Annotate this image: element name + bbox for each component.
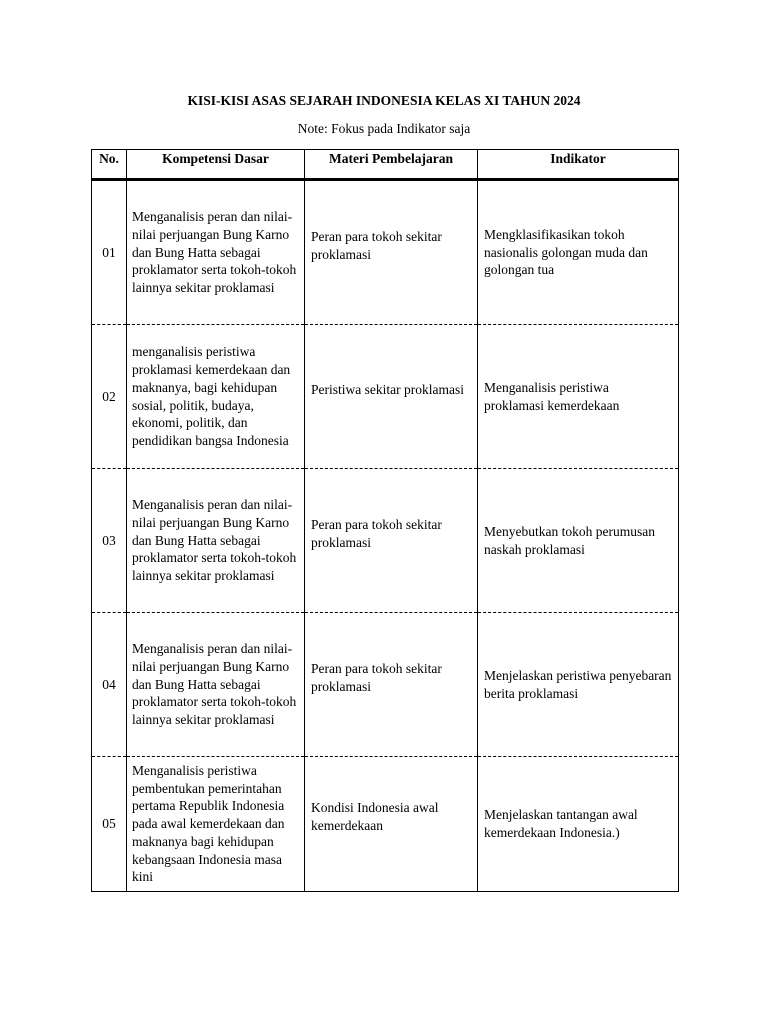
kompetensi-dasar-cell — [127, 757, 305, 892]
indikator-cell — [478, 613, 679, 757]
table-row — [92, 180, 679, 325]
kompetensi-dasar-text: menganalisis peristiwa proklamasi kemerdekaan dan maknanya, bagi kehidupan sosial, politik, budaya, ekonomi, politik, dan pendidikan bangsa Indonesia — [132, 344, 291, 448]
table-body — [92, 180, 679, 892]
indikator-text: Menjelaskan peristiwa penyebaran berita proklamasi — [484, 667, 672, 701]
kompetensi-dasar-text: Menganalisis peristiwa pembentukan pemerintahan pertama Republik Indonesia pada awal kemerdekaan dan maknanya bagi kehidupan kebangsaan Indonesia masa kini — [132, 763, 285, 885]
row-number: 04 — [92, 613, 127, 757]
document-title: KISI-KISI ASAS SEJARAH INDONESIA KELAS XI TAHUN 2024 — [187, 93, 581, 108]
indikator-text: Mengklasifikasikan tokoh nasionalis golongan muda dan golongan tua — [484, 226, 648, 278]
header-materi-pembelajaran: Materi Pembelajaran — [305, 150, 478, 180]
table-row — [92, 613, 679, 757]
indikator-text: Menganalisis peristiwa proklamasi kemerdekaan — [484, 379, 620, 413]
table-row — [92, 325, 679, 469]
document-note: Note: Fokus pada Indikator saja — [297, 121, 471, 136]
row-number: 05 — [92, 757, 127, 892]
materi-text: Peristiwa sekitar proklamasi — [311, 381, 464, 397]
header-row — [92, 150, 679, 180]
header-kompetensi-dasar: Kompetensi Dasar — [127, 150, 305, 180]
kompetensi-dasar-cell — [127, 325, 305, 469]
row-number: 01 — [92, 180, 127, 325]
materi-text: Peran para tokoh sekitar proklamasi — [311, 228, 442, 262]
header-indikator: Indikator — [478, 150, 679, 180]
kompetensi-dasar-cell — [127, 469, 305, 613]
row-number: 02 — [92, 325, 127, 469]
materi-cell — [305, 180, 478, 325]
indikator-text: Menjelaskan tantangan awal kemerdekaan Indonesia.) — [484, 807, 638, 840]
header-no: No. — [92, 150, 127, 180]
materi-cell — [305, 469, 478, 613]
materi-text: Kondisi Indonesia awal kemerdekaan — [311, 800, 439, 833]
materi-text: Peran para tokoh sekitar proklamasi — [311, 660, 442, 694]
kompetensi-dasar-text: Menganalisis peran dan nilai-nilai perjuangan Bung Karno dan Bung Hatta sebagai proklamator serta tokoh-tokoh lainnya sekitar proklamasi — [132, 641, 297, 728]
kisi-kisi-table — [91, 149, 679, 892]
materi-cell — [305, 613, 478, 757]
table-row — [92, 757, 679, 892]
row-number: 03 — [92, 469, 127, 613]
indikator-cell — [478, 180, 679, 325]
materi-cell — [305, 325, 478, 469]
materi-text: Peran para tokoh sekitar proklamasi — [311, 516, 442, 550]
table-row — [92, 469, 679, 613]
table-header — [92, 150, 679, 180]
kompetensi-dasar-cell — [127, 613, 305, 757]
indikator-text: Menyebutkan tokoh perumusan naskah proklamasi — [484, 523, 655, 557]
materi-cell — [305, 757, 478, 892]
indikator-cell — [478, 469, 679, 613]
kompetensi-dasar-text: Menganalisis peran dan nilai-nilai perjuangan Bung Karno dan Bung Hatta sebagai proklamator serta tokoh-tokoh lainnya sekitar proklamasi — [132, 209, 297, 296]
indikator-cell — [478, 325, 679, 469]
indikator-cell — [478, 757, 679, 892]
kompetensi-dasar-cell — [127, 180, 305, 325]
kompetensi-dasar-text: Menganalisis peran dan nilai-nilai perjuangan Bung Karno dan Bung Hatta sebagai proklamator serta tokoh-tokoh lainnya sekitar proklamasi — [132, 497, 297, 584]
